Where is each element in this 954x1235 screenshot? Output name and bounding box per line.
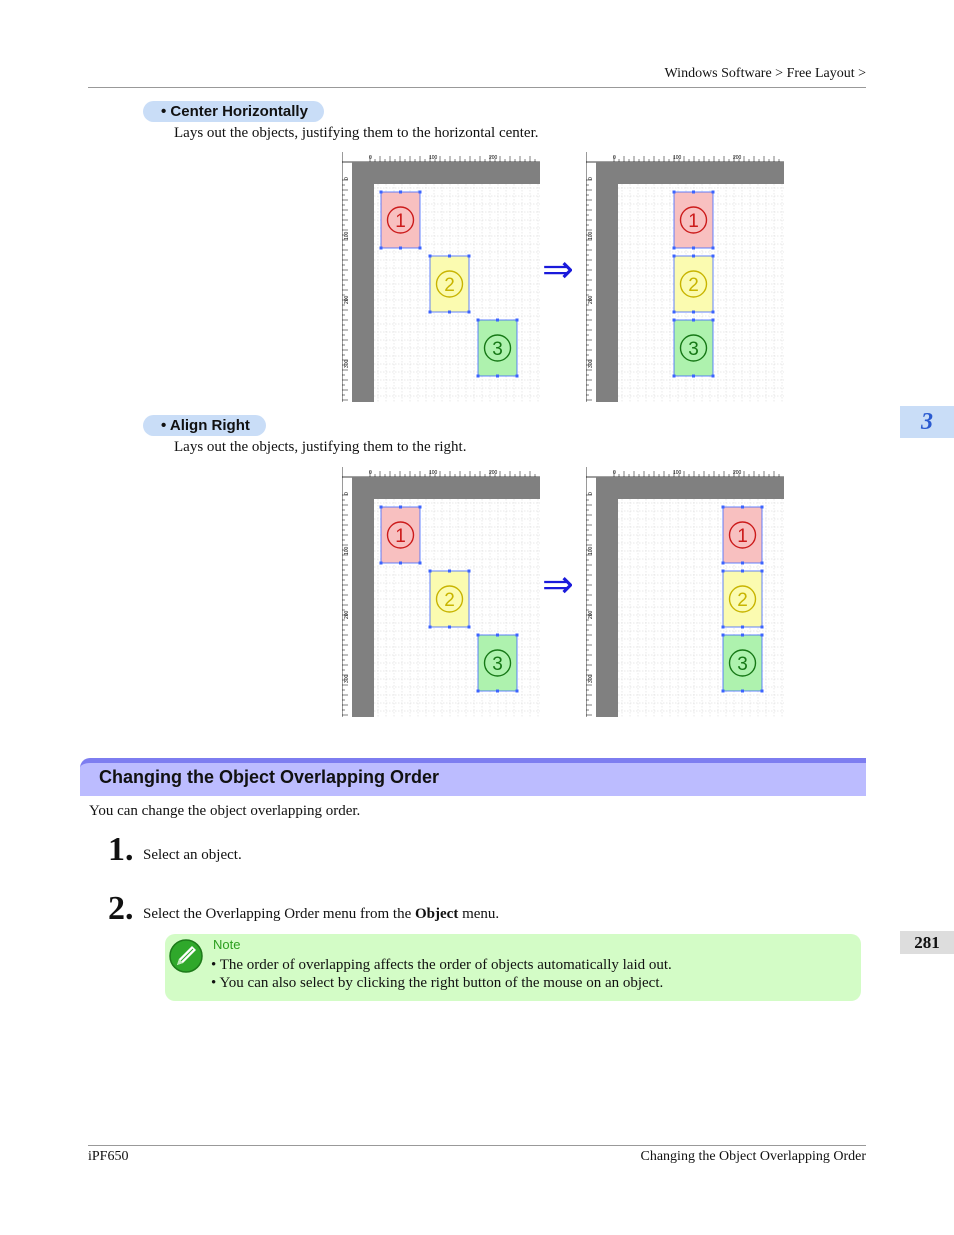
selection-handle bbox=[712, 375, 715, 378]
ruler-label: 100 bbox=[588, 231, 594, 240]
selection-handle bbox=[448, 255, 451, 258]
selection-handle bbox=[673, 319, 676, 322]
ruler-label: 200 bbox=[489, 470, 498, 476]
selection-handle bbox=[477, 690, 480, 693]
selection-handle bbox=[741, 570, 744, 573]
ruler-label: 100 bbox=[344, 231, 350, 240]
figure-before-center bbox=[342, 152, 540, 402]
ruler-label: 0 bbox=[369, 470, 372, 476]
selection-handle bbox=[468, 255, 471, 258]
selection-handle bbox=[712, 319, 715, 322]
selection-handle bbox=[722, 634, 725, 637]
selection-handle bbox=[429, 311, 432, 314]
selection-handle bbox=[496, 375, 499, 378]
step-text: Select an object. bbox=[143, 847, 242, 863]
selection-handle bbox=[448, 570, 451, 573]
selection-handle bbox=[673, 247, 676, 250]
selection-handle bbox=[477, 319, 480, 322]
ruler-label: 200 bbox=[588, 610, 594, 619]
selection-handle bbox=[761, 690, 764, 693]
object-number: 3 bbox=[492, 339, 503, 360]
frame-left bbox=[596, 162, 618, 402]
selection-handle bbox=[673, 375, 676, 378]
ruler-label: 100 bbox=[344, 546, 350, 555]
note-pencil-icon bbox=[168, 938, 204, 974]
frame-left bbox=[352, 162, 374, 402]
description-center-horizontally: Lays out the objects, justifying them to the horizontal center. bbox=[174, 125, 539, 141]
frame-top bbox=[352, 162, 540, 184]
step-number: 1. bbox=[108, 831, 134, 868]
selection-handle bbox=[380, 247, 383, 250]
ruler-label: 200 bbox=[344, 295, 350, 304]
selection-handle bbox=[516, 634, 519, 637]
selection-handle bbox=[722, 570, 725, 573]
selection-handle bbox=[468, 311, 471, 314]
selection-handle bbox=[516, 690, 519, 693]
footer-model: iPF650 bbox=[88, 1149, 129, 1164]
selection-handle bbox=[399, 506, 402, 509]
selection-handle bbox=[712, 191, 715, 194]
object-number: 2 bbox=[737, 590, 748, 611]
selection-handle bbox=[516, 375, 519, 378]
selection-handle bbox=[516, 319, 519, 322]
bullet-label: Align Right bbox=[169, 417, 250, 434]
selection-handle bbox=[419, 506, 422, 509]
selection-handle bbox=[496, 634, 499, 637]
ruler-label: 200 bbox=[733, 470, 742, 476]
ruler-label: 0 bbox=[613, 155, 616, 161]
ruler-label: 300 bbox=[344, 674, 350, 683]
object-number: 1 bbox=[395, 211, 406, 232]
selection-handle bbox=[399, 562, 402, 565]
ruler-label: 300 bbox=[344, 359, 350, 368]
ruler-label: 200 bbox=[588, 295, 594, 304]
menu-name: Object bbox=[415, 906, 459, 922]
ruler-label: 100 bbox=[429, 470, 438, 476]
frame-top bbox=[596, 162, 784, 184]
selection-handle bbox=[741, 634, 744, 637]
figure-before-right bbox=[342, 467, 540, 717]
ruler-label: 200 bbox=[489, 155, 498, 161]
ruler-label: 0 bbox=[344, 177, 350, 180]
selection-handle bbox=[380, 562, 383, 565]
description-align-right: Lays out the objects, justifying them to the right. bbox=[174, 439, 467, 455]
selection-handle bbox=[722, 626, 725, 629]
selection-handle bbox=[741, 626, 744, 629]
selection-handle bbox=[692, 375, 695, 378]
footer-title: Changing the Object Overlapping Order bbox=[640, 1149, 866, 1164]
note-item: • You can also select by clicking the right button of the mouse on an object. bbox=[211, 975, 664, 991]
selection-handle bbox=[448, 311, 451, 314]
selection-handle bbox=[419, 247, 422, 250]
selection-handle bbox=[448, 626, 451, 629]
selection-handle bbox=[468, 626, 471, 629]
selection-handle bbox=[399, 247, 402, 250]
bullet-center-horizontally: • Center Horizontally bbox=[143, 101, 324, 122]
object-number: 2 bbox=[444, 275, 455, 296]
selection-handle bbox=[761, 634, 764, 637]
selection-handle bbox=[692, 247, 695, 250]
selection-handle bbox=[673, 191, 676, 194]
selection-handle bbox=[712, 311, 715, 314]
object-number: 3 bbox=[688, 339, 699, 360]
note-item-text: You can also select by clicking the right button of the mouse on an object. bbox=[219, 975, 664, 991]
figure-after-right bbox=[586, 467, 784, 717]
frame-left bbox=[352, 477, 374, 717]
ruler-label: 100 bbox=[588, 546, 594, 555]
selection-handle bbox=[429, 570, 432, 573]
note-item: • The order of overlapping affects the order of objects automatically laid out. bbox=[211, 957, 672, 973]
frame-left bbox=[596, 477, 618, 717]
selection-handle bbox=[380, 191, 383, 194]
selection-handle bbox=[712, 247, 715, 250]
section-heading: Changing the Object Overlapping Order bbox=[99, 767, 440, 787]
selection-handle bbox=[712, 255, 715, 258]
object-number: 1 bbox=[395, 526, 406, 547]
object-number: 1 bbox=[688, 211, 699, 232]
object-number: 1 bbox=[737, 526, 748, 547]
ruler-label: 100 bbox=[673, 155, 682, 161]
ruler-label: 0 bbox=[613, 470, 616, 476]
ruler-label: 100 bbox=[673, 470, 682, 476]
footer-rule bbox=[88, 1145, 866, 1146]
selection-handle bbox=[722, 690, 725, 693]
selection-handle bbox=[761, 562, 764, 565]
selection-handle bbox=[722, 562, 725, 565]
selection-handle bbox=[692, 191, 695, 194]
breadcrumb: Windows Software > Free Layout > bbox=[664, 66, 866, 81]
selection-handle bbox=[380, 506, 383, 509]
note-item-text: The order of overlapping affects the order of objects automatically laid out. bbox=[219, 957, 672, 973]
selection-handle bbox=[761, 626, 764, 629]
selection-handle bbox=[399, 191, 402, 194]
frame-top bbox=[352, 477, 540, 499]
figure-after-center bbox=[586, 152, 784, 402]
selection-handle bbox=[429, 255, 432, 258]
selection-handle bbox=[761, 506, 764, 509]
ruler-label: 0 bbox=[588, 492, 594, 495]
note-label: Note bbox=[213, 937, 241, 952]
step-text bbox=[143, 906, 499, 923]
object-number: 3 bbox=[492, 654, 503, 675]
selection-handle bbox=[761, 570, 764, 573]
selection-handle bbox=[496, 319, 499, 322]
ruler-label: 300 bbox=[588, 674, 594, 683]
page-number: 281 bbox=[900, 931, 954, 954]
selection-handle bbox=[429, 626, 432, 629]
step-number: 2. bbox=[108, 890, 134, 927]
object-number: 2 bbox=[688, 275, 699, 296]
selection-handle bbox=[741, 690, 744, 693]
ruler-label: 100 bbox=[429, 155, 438, 161]
selection-handle bbox=[496, 690, 499, 693]
selection-handle bbox=[419, 562, 422, 565]
selection-handle bbox=[741, 506, 744, 509]
selection-handle bbox=[673, 311, 676, 314]
header-rule bbox=[88, 87, 866, 88]
selection-handle bbox=[741, 562, 744, 565]
ruler-label: 0 bbox=[588, 177, 594, 180]
ruler-label: 300 bbox=[588, 359, 594, 368]
selection-handle bbox=[673, 255, 676, 258]
arrow-icon: ⇒ bbox=[542, 562, 574, 606]
selection-handle bbox=[692, 255, 695, 258]
object-number: 2 bbox=[444, 590, 455, 611]
ruler-label: 0 bbox=[369, 155, 372, 161]
step-text-part: Select the Overlapping Order menu from the bbox=[143, 906, 415, 922]
chapter-tab[interactable]: 3 bbox=[900, 406, 954, 438]
selection-handle bbox=[468, 570, 471, 573]
object-number: 3 bbox=[737, 654, 748, 675]
bullet-label: Center Horizontally bbox=[170, 103, 308, 120]
ruler-label: 200 bbox=[344, 610, 350, 619]
selection-handle bbox=[477, 634, 480, 637]
selection-handle bbox=[692, 311, 695, 314]
ruler-label: 0 bbox=[344, 492, 350, 495]
selection-handle bbox=[477, 375, 480, 378]
selection-handle bbox=[722, 506, 725, 509]
ruler-label: 200 bbox=[733, 155, 742, 161]
step-text-part: menu. bbox=[458, 906, 500, 922]
arrow-icon: ⇒ bbox=[542, 247, 574, 291]
intro-text: You can change the object overlapping order. bbox=[89, 803, 361, 819]
selection-handle bbox=[692, 319, 695, 322]
bullet-align-right: • Align Right bbox=[143, 415, 266, 436]
selection-handle bbox=[419, 191, 422, 194]
frame-top bbox=[596, 477, 784, 499]
